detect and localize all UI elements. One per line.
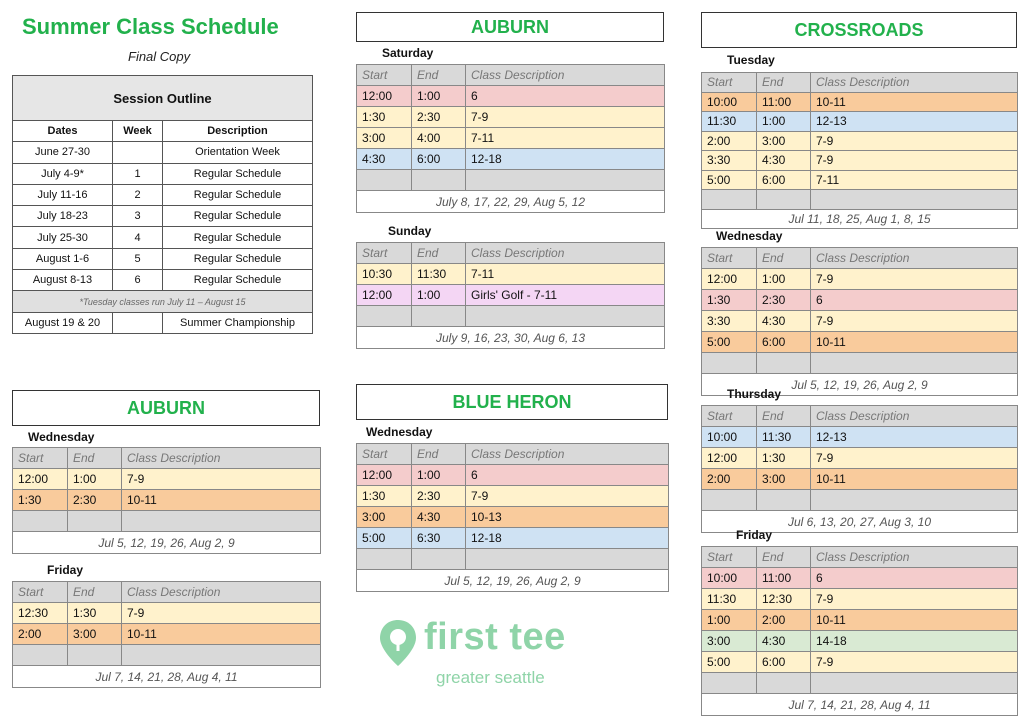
end-time: 6:00 [757, 332, 811, 353]
empty-cell [13, 511, 68, 532]
col-end: End [68, 448, 122, 469]
schedule-table-auburn-friday [12, 581, 321, 688]
outline-week [113, 312, 163, 333]
day-label-friday: Friday [47, 563, 84, 577]
logo-subtext: greater seattle [436, 668, 545, 687]
class-description: 7-11 [466, 264, 665, 285]
start-time: 11:30 [702, 589, 757, 610]
class-row [702, 448, 1018, 469]
class-row [702, 427, 1018, 448]
empty-cell [702, 673, 757, 694]
day-label-friday: Friday [736, 528, 773, 542]
end-time: 6:00 [757, 652, 811, 673]
start-time: 1:30 [357, 486, 412, 507]
class-row [357, 486, 669, 507]
schedule-header-row [702, 547, 1018, 568]
outline-week: 3 [113, 206, 163, 227]
col-end: End [412, 65, 466, 86]
outline-desc: Regular Schedule [163, 270, 313, 291]
schedule-table-blue-heron-wednesday [356, 443, 669, 592]
col-start: Start [702, 73, 757, 93]
start-time: 10:00 [702, 427, 757, 448]
outline-dates: August 8-13 [13, 270, 113, 291]
empty-cell [757, 353, 811, 374]
empty-cell [702, 190, 757, 210]
col-start: Start [13, 448, 68, 469]
col-start: Start [357, 243, 412, 264]
end-time: 2:30 [412, 486, 466, 507]
class-row [357, 128, 665, 149]
session-dates-row [13, 532, 321, 554]
empty-cell [357, 306, 412, 327]
class-row [13, 469, 321, 490]
session-dates-row [13, 666, 321, 688]
col-class-description: Class Description [811, 547, 1018, 568]
golf-pin-icon [378, 618, 418, 668]
outline-dates: August 19 & 20 [13, 312, 113, 333]
class-description: 7-9 [811, 589, 1018, 610]
class-row [357, 149, 665, 170]
outline-dates: July 11-16 [13, 184, 113, 205]
outline-dates: July 25-30 [13, 227, 113, 248]
start-time: 3:30 [702, 311, 757, 332]
class-description: 6 [466, 465, 669, 486]
class-row [357, 264, 665, 285]
empty-cell [757, 490, 811, 511]
session-dates: Jul 5, 12, 19, 26, Aug 2, 9 [13, 532, 321, 554]
day-label-wednesday: Wednesday [366, 425, 433, 439]
empty-cell [811, 353, 1018, 374]
session-dates: Jul 7, 14, 21, 28, Aug 4, 11 [702, 694, 1018, 716]
end-time: 3:00 [757, 469, 811, 490]
schedule-table-crossroads-friday [701, 546, 1018, 716]
start-time: 3:00 [357, 128, 412, 149]
schedule-header-row [13, 448, 321, 469]
outline-week [113, 142, 163, 163]
class-row [357, 507, 669, 528]
class-row [702, 589, 1018, 610]
location-header-auburn: AUBURN [356, 12, 664, 42]
class-description: 12-18 [466, 528, 669, 549]
empty-row [357, 306, 665, 327]
outline-dates: July 18-23 [13, 206, 113, 227]
outline-row [13, 142, 313, 163]
outline-dates: August 1-6 [13, 248, 113, 269]
outline-week: 5 [113, 248, 163, 269]
session-dates: Jul 5, 12, 19, 26, Aug 2, 9 [702, 374, 1018, 396]
col-end: End [757, 73, 811, 93]
col-start: Start [702, 547, 757, 568]
outline-desc: Regular Schedule [163, 184, 313, 205]
empty-row [13, 511, 321, 532]
end-time: 1:00 [412, 465, 466, 486]
end-time: 3:00 [757, 131, 811, 151]
end-time: 1:00 [757, 269, 811, 290]
location-header-crossroads: CROSSROADS [701, 12, 1017, 48]
session-dates-row [357, 570, 669, 592]
col-class-description: Class Description [811, 406, 1018, 427]
end-time: 6:00 [757, 170, 811, 190]
class-row [13, 624, 321, 645]
end-time: 2:30 [412, 107, 466, 128]
outline-note: *Tuesday classes run July 11 – August 15 [13, 291, 313, 312]
start-time: 10:00 [702, 568, 757, 589]
outline-week: 4 [113, 227, 163, 248]
empty-cell [412, 170, 466, 191]
class-row [702, 151, 1018, 171]
empty-cell [68, 645, 122, 666]
schedule-table-crossroads-thursday [701, 405, 1018, 533]
col-start: Start [702, 406, 757, 427]
start-time: 12:00 [357, 465, 412, 486]
empty-cell [357, 170, 412, 191]
outline-row-final [13, 312, 313, 333]
empty-cell [412, 306, 466, 327]
start-time: 5:00 [702, 652, 757, 673]
session-dates: Jul 7, 14, 21, 28, Aug 4, 11 [13, 666, 321, 688]
class-row [702, 131, 1018, 151]
class-row [357, 107, 665, 128]
outline-row [13, 184, 313, 205]
end-time: 11:30 [757, 427, 811, 448]
outline-desc: Summer Championship [163, 312, 313, 333]
outline-dates: June 27-30 [13, 142, 113, 163]
empty-cell [702, 353, 757, 374]
session-dates-row [702, 694, 1018, 716]
class-description: 10-11 [811, 469, 1018, 490]
class-description: 6 [811, 290, 1018, 311]
session-dates: Jul 11, 18, 25, Aug 1, 8, 15 [702, 209, 1018, 229]
empty-row [702, 490, 1018, 511]
page-title: Summer Class Schedule [22, 14, 279, 39]
col-class-description: Class Description [466, 243, 665, 264]
outline-row [13, 163, 313, 184]
col-end: End [757, 547, 811, 568]
class-description: 12-13 [811, 427, 1018, 448]
col-class-description: Class Description [122, 582, 321, 603]
start-time: 5:00 [357, 528, 412, 549]
outline-col-dates: Dates [13, 121, 113, 142]
class-description: 7-11 [466, 128, 665, 149]
schedule-header-row [702, 406, 1018, 427]
class-row [702, 469, 1018, 490]
outline-row [13, 206, 313, 227]
outline-week: 1 [113, 163, 163, 184]
class-description: 7-9 [122, 603, 321, 624]
end-time: 4:00 [412, 128, 466, 149]
session-outline-table [12, 75, 313, 334]
day-label-tuesday: Tuesday [727, 53, 775, 67]
col-class-description: Class Description [466, 444, 669, 465]
class-row [702, 170, 1018, 190]
end-time: 1:00 [68, 469, 122, 490]
start-time: 12:00 [13, 469, 68, 490]
schedule-header-row [13, 582, 321, 603]
outline-col-description: Description [163, 121, 313, 142]
outline-row [13, 248, 313, 269]
day-label-sunday: Sunday [388, 224, 432, 238]
col-class-description: Class Description [811, 248, 1018, 269]
end-time: 2:30 [68, 490, 122, 511]
col-class-description: Class Description [466, 65, 665, 86]
session-dates: July 9, 16, 23, 30, Aug 6, 13 [357, 327, 665, 349]
class-description: 10-11 [122, 624, 321, 645]
end-time: 11:00 [757, 92, 811, 112]
session-dates: July 8, 17, 22, 29, Aug 5, 12 [357, 191, 665, 213]
outline-row [13, 270, 313, 291]
class-description: 7-9 [811, 448, 1018, 469]
col-start: Start [357, 444, 412, 465]
start-time: 4:30 [357, 149, 412, 170]
end-time: 1:00 [757, 112, 811, 132]
class-row [702, 568, 1018, 589]
class-row [357, 528, 669, 549]
day-label-saturday: Saturday [382, 46, 434, 60]
start-time: 3:30 [702, 151, 757, 171]
class-row [702, 332, 1018, 353]
class-row [702, 269, 1018, 290]
empty-row [702, 673, 1018, 694]
class-description: 7-9 [466, 107, 665, 128]
outline-desc: Regular Schedule [163, 163, 313, 184]
empty-cell [466, 549, 669, 570]
empty-cell [757, 673, 811, 694]
class-description: 7-9 [122, 469, 321, 490]
start-time: 11:30 [702, 112, 757, 132]
end-time: 4:30 [757, 631, 811, 652]
end-time: 1:30 [757, 448, 811, 469]
class-description: 10-13 [466, 507, 669, 528]
day-label-wednesday: Wednesday [28, 430, 95, 444]
start-time: 1:30 [357, 107, 412, 128]
empty-row [13, 645, 321, 666]
schedule-table-auburn-sunday [356, 242, 665, 349]
session-dates-row [357, 191, 665, 213]
schedule-header-row [702, 73, 1018, 93]
empty-cell [122, 511, 321, 532]
class-row [702, 311, 1018, 332]
outline-desc: Regular Schedule [163, 227, 313, 248]
class-description: 10-11 [122, 490, 321, 511]
day-label-wednesday: Wednesday [716, 229, 783, 243]
class-description: 6 [811, 568, 1018, 589]
col-start: Start [702, 248, 757, 269]
first-tee-logo [378, 616, 638, 696]
start-time: 12:00 [702, 269, 757, 290]
empty-cell [13, 645, 68, 666]
schedule-header-row [702, 248, 1018, 269]
class-description: 6 [466, 86, 665, 107]
empty-cell [757, 190, 811, 210]
empty-cell [811, 490, 1018, 511]
end-time: 1:00 [412, 285, 466, 306]
start-time: 2:00 [13, 624, 68, 645]
class-description: 10-11 [811, 332, 1018, 353]
col-end: End [757, 406, 811, 427]
col-class-description: Class Description [122, 448, 321, 469]
logo-wordmark: first tee [424, 616, 566, 658]
empty-cell [466, 170, 665, 191]
start-time: 1:30 [702, 290, 757, 311]
end-time: 6:30 [412, 528, 466, 549]
end-time: 1:30 [68, 603, 122, 624]
outline-col-week: Week [113, 121, 163, 142]
end-time: 4:30 [757, 151, 811, 171]
start-time: 2:00 [702, 469, 757, 490]
class-description: 7-9 [811, 311, 1018, 332]
end-time: 4:30 [412, 507, 466, 528]
start-time: 5:00 [702, 332, 757, 353]
start-time: 12:00 [357, 285, 412, 306]
class-description: 7-9 [811, 269, 1018, 290]
empty-cell [466, 306, 665, 327]
session-dates: Jul 6, 13, 20, 27, Aug 3, 10 [702, 511, 1018, 533]
empty-row [702, 190, 1018, 210]
empty-cell [412, 549, 466, 570]
outline-row [13, 227, 313, 248]
end-time: 11:00 [757, 568, 811, 589]
outline-desc: Orientation Week [163, 142, 313, 163]
schedule-table-crossroads-tuesday [701, 72, 1018, 229]
col-start: Start [13, 582, 68, 603]
col-end: End [68, 582, 122, 603]
start-time: 10:00 [702, 92, 757, 112]
schedule-header-row [357, 65, 665, 86]
location-header-blue-heron: BLUE HERON [356, 384, 668, 420]
empty-cell [68, 511, 122, 532]
day-label-thursday: Thursday [727, 387, 782, 401]
class-row [13, 490, 321, 511]
outline-dates: July 4-9* [13, 163, 113, 184]
end-time: 11:30 [412, 264, 466, 285]
page-subtitle: Final Copy [128, 49, 191, 64]
empty-cell [702, 490, 757, 511]
class-row [357, 86, 665, 107]
class-row [13, 603, 321, 624]
start-time: 2:00 [702, 131, 757, 151]
start-time: 3:00 [702, 631, 757, 652]
col-start: Start [357, 65, 412, 86]
class-description: 7-9 [811, 131, 1018, 151]
class-description: 12-13 [811, 112, 1018, 132]
schedule-header-row [357, 243, 665, 264]
start-time: 12:30 [13, 603, 68, 624]
end-time: 4:30 [757, 311, 811, 332]
schedule-table-crossroads-wednesday [701, 247, 1018, 396]
class-row [702, 631, 1018, 652]
class-description: 10-11 [811, 92, 1018, 112]
end-time: 3:00 [68, 624, 122, 645]
col-end: End [757, 248, 811, 269]
col-class-description: Class Description [811, 73, 1018, 93]
class-row [702, 652, 1018, 673]
end-time: 1:00 [412, 86, 466, 107]
start-time: 1:00 [702, 610, 757, 631]
empty-cell [811, 673, 1018, 694]
outline-week: 6 [113, 270, 163, 291]
class-description: 14-18 [811, 631, 1018, 652]
schedule-header-row [357, 444, 669, 465]
location-header-auburn-2: AUBURN [12, 390, 320, 426]
start-time: 1:30 [13, 490, 68, 511]
class-description: 7-9 [466, 486, 669, 507]
outline-week: 2 [113, 184, 163, 205]
end-time: 2:00 [757, 610, 811, 631]
empty-cell [122, 645, 321, 666]
class-description: 12-18 [466, 149, 665, 170]
col-end: End [412, 444, 466, 465]
class-description: Girls' Golf - 7-11 [466, 285, 665, 306]
class-row [357, 465, 669, 486]
class-row [702, 112, 1018, 132]
start-time: 3:00 [357, 507, 412, 528]
outline-desc: Regular Schedule [163, 248, 313, 269]
class-description: 7-11 [811, 170, 1018, 190]
schedule-table-auburn-saturday [356, 64, 665, 213]
end-time: 6:00 [412, 149, 466, 170]
empty-row [357, 549, 669, 570]
start-time: 10:30 [357, 264, 412, 285]
outline-desc: Regular Schedule [163, 206, 313, 227]
class-row [357, 285, 665, 306]
end-time: 2:30 [757, 290, 811, 311]
class-description: 7-9 [811, 151, 1018, 171]
class-description: 10-11 [811, 610, 1018, 631]
end-time: 12:30 [757, 589, 811, 610]
start-time: 12:00 [702, 448, 757, 469]
session-dates-row [357, 327, 665, 349]
start-time: 12:00 [357, 86, 412, 107]
empty-row [357, 170, 665, 191]
empty-row [702, 353, 1018, 374]
class-row [702, 290, 1018, 311]
session-outline-title: Session Outline [13, 76, 313, 121]
col-end: End [412, 243, 466, 264]
empty-cell [357, 549, 412, 570]
start-time: 5:00 [702, 170, 757, 190]
session-dates-row [702, 209, 1018, 229]
class-row [702, 610, 1018, 631]
session-dates: Jul 5, 12, 19, 26, Aug 2, 9 [357, 570, 669, 592]
empty-cell [811, 190, 1018, 210]
class-row [702, 92, 1018, 112]
class-description: 7-9 [811, 652, 1018, 673]
schedule-table-auburn-wednesday [12, 447, 321, 554]
